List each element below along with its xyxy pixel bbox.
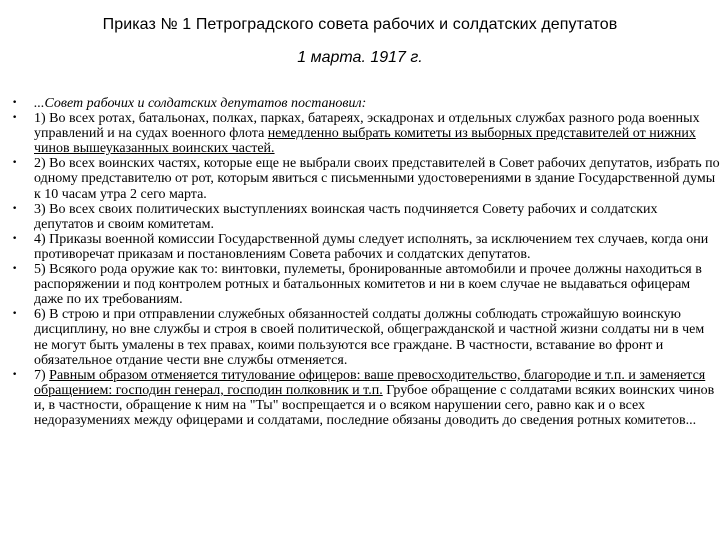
item-text: 1) Во всех ротах, батальонах, полках, парках, батареях, эскадронах и отдельных службах разного рода военных управлений и на судах военного флота xyxy=(34,111,700,142)
order-items-list xyxy=(12,96,720,428)
bullet-icon: • xyxy=(12,203,18,214)
item-text: 7) xyxy=(34,367,50,383)
list-item xyxy=(12,262,720,307)
list-item xyxy=(12,307,720,367)
item-underlined-text: немедленно выбрать комитеты из выборных представителей от нижних чинов вышеуказанных воинских частей. xyxy=(34,126,696,157)
bullet-icon: • xyxy=(12,233,18,244)
bullet-icon: • xyxy=(12,369,18,380)
item-text: ...Совет рабочих и солдатских депутатов постановил: xyxy=(34,96,367,111)
list-item xyxy=(12,111,720,156)
list-item xyxy=(12,232,720,262)
list-item xyxy=(12,202,720,232)
bullet-icon: • xyxy=(12,264,18,275)
item-text: 6) В строю и при отправлении служебных обязанностей солдаты должны соблюдать строжайшую воинскую дисциплину, но вне службы и строя в своей политической, общегражданской и частной жизни солдаты ни в чем не могут быть умалены в тех правах, коими пользуются все граждане. В частности, вставание во фронт и обязательное отдание чести вне службы отменяется. xyxy=(34,307,705,368)
list-item xyxy=(12,368,720,428)
item-text: 5) Всякого рода оружие как то: винтовки, пулеметы, бронированные автомобили и прочее должны находиться в распоряжении и под контролем ротных и батальонных комитетов и ни в коем случае не выдаваться офицерам даже по их требованиям. xyxy=(34,262,702,308)
document-date: 1 марта. 1917 г. xyxy=(297,49,423,66)
bullet-icon: • xyxy=(12,309,18,320)
item-text: 3) Во всех своих политических выступлениях воинская часть подчиняется Совету рабочих и солдатских депутатов и своим комитетам. xyxy=(34,201,658,232)
bullet-icon: • xyxy=(12,158,18,169)
item-text: 2) Во всех воинских частях, которые еще не выбрали своих представителей в Совет рабочих депутатов, избрать по одному представителю от рот, которым явиться с письменными удостоверениями в здание Государственной думы к 10 часам утра 2 сего марта. xyxy=(34,156,720,202)
item-text: 4) Приказы военной комиссии Государственной думы следует исполнять, за исключением тех случаев, когда они противоречат приказам и постановлениям Совета рабочих и солдатских депутатов. xyxy=(34,231,709,262)
page-title: Приказ № 1 Петроградского совета рабочих и солдатских депутатов xyxy=(102,16,618,33)
bullet-icon: • xyxy=(12,98,18,108)
item-underlined-text: Равным образом отменяется титулование офицеров: ваше превосходительство, благородие и т.п. и заменяется обращением: господин генерал, господин полковник и т.п. xyxy=(34,367,706,398)
bullet-icon: • xyxy=(12,113,18,124)
list-item xyxy=(12,156,720,201)
list-item xyxy=(12,96,720,111)
item-text-continued: Грубое обращение с солдатами всяких воинских чинов и, в частности, обращение к ним на "Ты" воспрещается и о всяком нарушении сего, равно как и о всех недоразумениях между офицерами и солдатами, последние обязаны доводить до сведения ротных комитетов... xyxy=(34,382,715,428)
